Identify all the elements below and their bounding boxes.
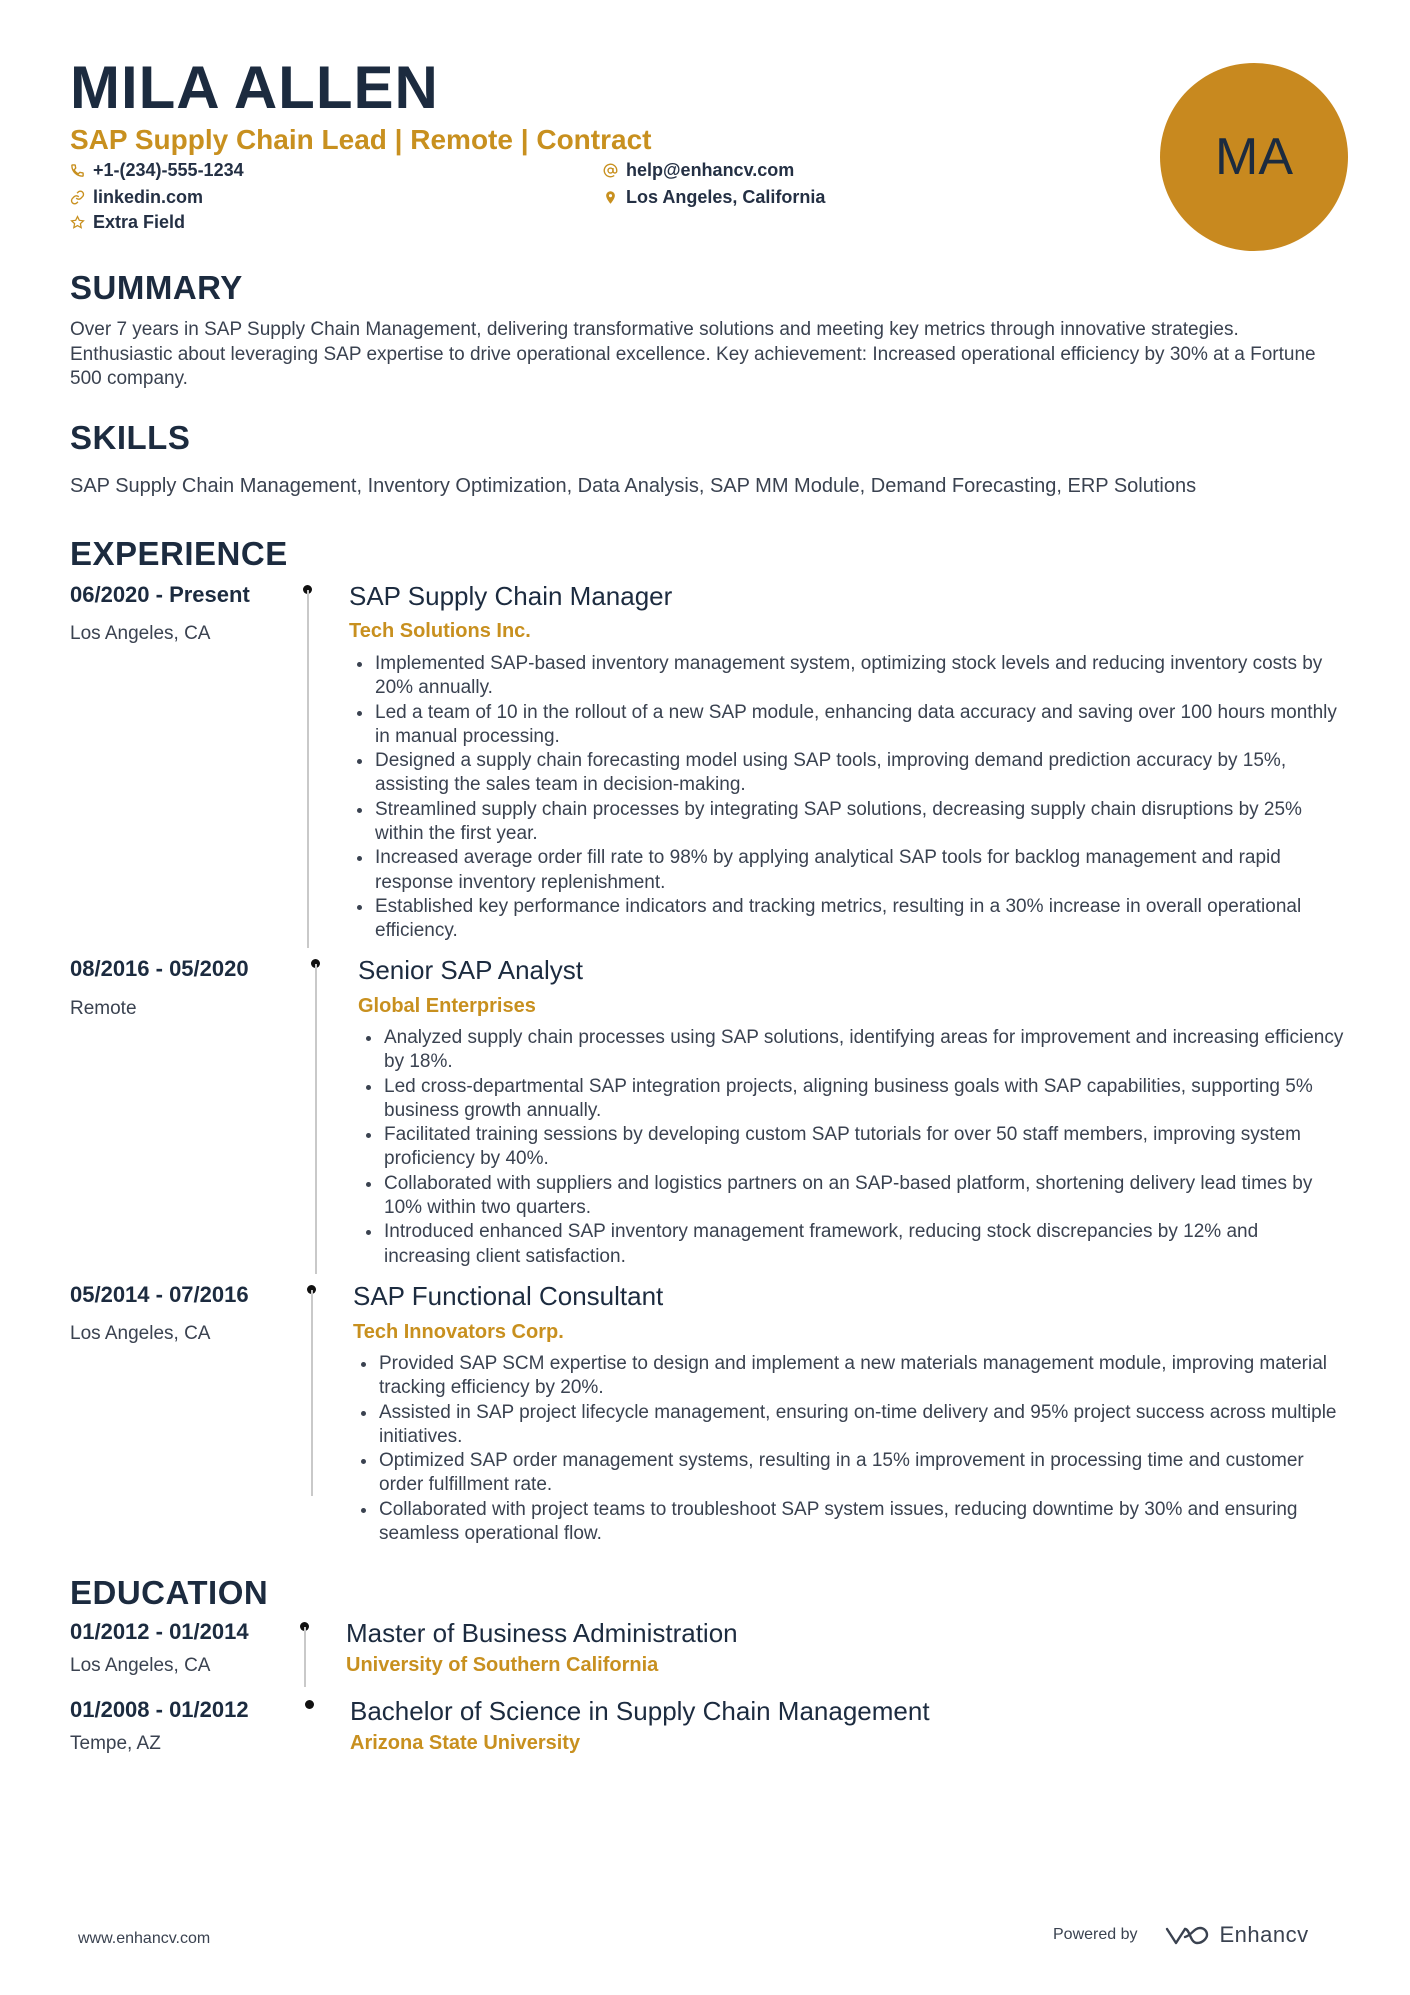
brand-logo[interactable] [1164, 1922, 1309, 1948]
contact-location [603, 185, 825, 209]
list-item: Collaborated with suppliers and logistics partners on an SAP-based platform, shortening delivery lead times by 10% within two quarters. [358, 1172, 1348, 1221]
school-name: University of Southern California [346, 1654, 659, 1676]
timeline-line [311, 1290, 313, 1496]
skills-heading: SKILLS [70, 419, 191, 456]
location-pin-icon [603, 190, 618, 205]
job-location: Los Angeles, CA [70, 623, 211, 644]
link-icon [70, 190, 85, 205]
list-item: Established key performance indicators and tracking metrics, resulting in a 30% increase in overall operational efficiency. [349, 895, 1339, 944]
timeline-line [315, 964, 317, 1274]
education-location: Los Angeles, CA [70, 1655, 211, 1676]
job-bullets [358, 1026, 1348, 1269]
phone-icon [70, 163, 85, 178]
degree-title: Master of Business Administration [346, 1618, 738, 1648]
job-dates: 08/2016 - 05/2020 [70, 956, 249, 981]
job-location: Los Angeles, CA [70, 1323, 211, 1344]
footer-branding [1053, 1922, 1309, 1948]
timeline-dot [305, 1700, 314, 1709]
summary-heading: SUMMARY [70, 269, 243, 306]
list-item: Collaborated with project teams to troubleshoot SAP system issues, reducing downtime by 30% and ensuring seamless operational flow. [353, 1498, 1348, 1547]
list-item: Led a team of 10 in the rollout of a new SAP module, enhancing data accuracy and saving over 100 hours monthly in manual processing. [349, 701, 1339, 750]
list-item: Implemented SAP-based inventory management system, optimizing stock levels and reducing inventory costs by 20% annually. [349, 652, 1339, 701]
linkedin-text: linkedin.com [93, 187, 204, 207]
enhancv-logo-icon [1164, 1923, 1210, 1947]
contact-email[interactable] [603, 158, 794, 182]
job-bullets [353, 1352, 1348, 1546]
list-item: Designed a supply chain forecasting model using SAP tools, improving demand prediction accuracy by 15%, assisting the sales team in decision-making. [349, 749, 1339, 798]
headline: SAP Supply Chain Lead | Remote | Contract [70, 124, 652, 155]
list-item: Assisted in SAP project lifecycle management, ensuring on-time delivery and 95% project success across multiple initiatives. [353, 1401, 1348, 1450]
avatar-initials: MA [1215, 128, 1293, 186]
brand-name: Enhancv [1219, 1922, 1309, 1947]
education-location: Tempe, AZ [70, 1733, 161, 1754]
job-dates: 06/2020 - Present [70, 582, 250, 607]
education-dates: 01/2008 - 01/2012 [70, 1697, 249, 1722]
list-item: Analyzed supply chain processes using SAP solutions, identifying areas for improvement and increasing efficiency by 18%. [358, 1026, 1348, 1075]
star-icon [70, 215, 85, 230]
education-heading: EDUCATION [70, 1574, 269, 1611]
job-dates: 05/2014 - 07/2016 [70, 1282, 249, 1307]
company-name: Tech Innovators Corp. [353, 1321, 564, 1343]
at-icon [603, 163, 618, 178]
job-title: Senior SAP Analyst [358, 955, 583, 985]
list-item: Introduced enhanced SAP inventory management framework, reducing stock discrepancies by 12% and increasing client satisfaction. [358, 1220, 1348, 1269]
contact-linkedin[interactable] [70, 185, 203, 209]
education-dates: 01/2012 - 01/2014 [70, 1619, 249, 1644]
email-text: help@enhancv.com [626, 160, 795, 180]
experience-heading: EXPERIENCE [70, 535, 288, 572]
job-location: Remote [70, 998, 137, 1019]
avatar [1160, 63, 1348, 251]
powered-by-label: Powered by [1053, 1926, 1138, 1943]
job-bullets [349, 652, 1339, 944]
location-text: Los Angeles, California [626, 187, 826, 207]
timeline-line [304, 1627, 306, 1687]
list-item: Streamlined supply chain processes by integrating SAP solutions, decreasing supply chain disruptions by 25% within the first year. [349, 798, 1339, 847]
list-item: Led cross-departmental SAP integration projects, aligning business goals with SAP capabilities, supporting 5% business growth annually. [358, 1075, 1348, 1124]
contact-extra [70, 210, 185, 234]
candidate-name: MILA ALLEN [70, 54, 439, 121]
degree-title: Bachelor of Science in Supply Chain Management [350, 1696, 930, 1726]
list-item: Facilitated training sessions by developing custom SAP tutorials for over 50 staff members, improving system proficiency by 40%. [358, 1123, 1348, 1172]
skills-text: SAP Supply Chain Management, Inventory Optimization, Data Analysis, SAP MM Module, Demand Forecasting, ERP Solutions [70, 475, 1197, 497]
company-name: Tech Solutions Inc. [349, 620, 531, 642]
job-title: SAP Functional Consultant [353, 1281, 664, 1311]
school-name: Arizona State University [350, 1732, 581, 1754]
company-name: Global Enterprises [358, 995, 536, 1017]
list-item: Provided SAP SCM expertise to design and implement a new materials management module, improving material tracking efficiency by 20%. [353, 1352, 1348, 1401]
job-title: SAP Supply Chain Manager [349, 581, 673, 611]
phone-text: +1-(234)-555-1234 [93, 160, 244, 180]
contact-phone [70, 158, 244, 182]
timeline-line [307, 590, 309, 948]
list-item: Increased average order fill rate to 98% by applying analytical SAP tools for backlog management and rapid response inventory replenishment. [349, 846, 1339, 895]
summary-text: Over 7 years in SAP Supply Chain Management, delivering transformative solutions and meeting key metrics through innovative strategies. Enthusiastic about leveraging SAP expertise to drive operational excellence. Key achievement: Increased operational efficiency by 30% at a Fortune 500 company. [70, 319, 1316, 389]
extra-field-text: Extra Field [93, 212, 186, 232]
footer-website[interactable]: www.enhancv.com [78, 1930, 211, 1947]
list-item: Optimized SAP order management systems, resulting in a 15% improvement in processing time and customer order fulfillment rate. [353, 1449, 1348, 1498]
